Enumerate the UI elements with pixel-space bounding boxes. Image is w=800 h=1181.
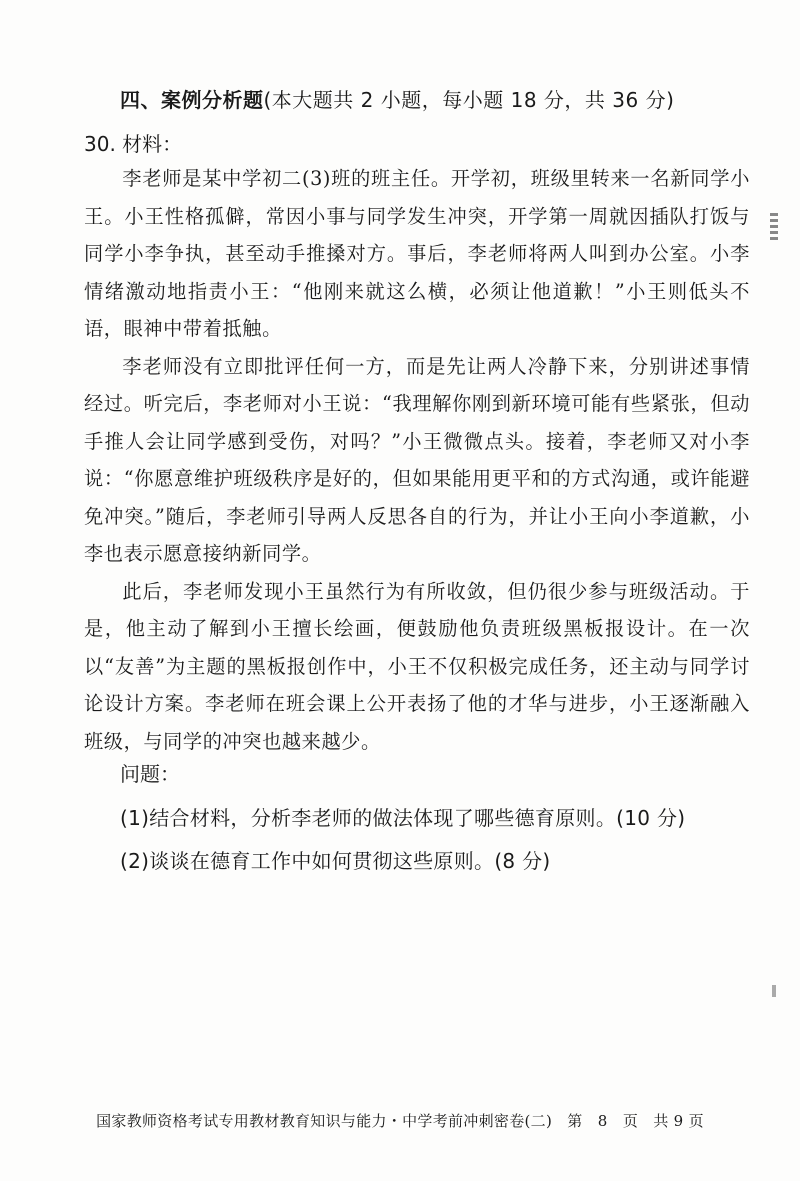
scan-speck-icon (772, 985, 776, 997)
footer-total-pages: 共 9 页 (653, 1112, 704, 1130)
page-footer (0, 1110, 800, 1131)
question-item-2: (2)谈谈在德育工作中如何贯彻这些原则。(8 分) (120, 849, 551, 873)
questions-label: 问题： (120, 762, 180, 786)
question-number: 30. 材料： (84, 132, 183, 156)
section-title-bold: 四、案例分析题 (120, 88, 264, 112)
material-text (84, 160, 750, 760)
section-title (120, 84, 674, 113)
material-paragraph-2: 李老师没有立即批评任何一方，而是先让两人冷静下来，分别讲述事情经过。听完后，李老师对小王说：“我理解你刚到新环境可能有些紧张，但动手推人会让同学感到受伤，对吗？”小王微微点头。接着，李老师又对小李说：“你愿意维护班级秩序是好的，但如果能用更平和的方式沟通，或许能避免冲突。”随后，李老师引导两人反思各自的行为，并让小王向小李道歉，小李也表示愿意接纳新同学。 (84, 354, 750, 565)
section-title-rest: (本大题共 2 小题，每小题 18 分，共 36 分) (263, 88, 675, 112)
footer-page-number: 第 8 页 (567, 1112, 639, 1130)
footer-book-title: 国家教师资格考试专用教材教育知识与能力・中学考前冲刺密卷(二) (96, 1112, 553, 1130)
material-paragraph-1: 李老师是某中学初二(3)班的班主任。开学初，班级里转来一名新同学小王。小王性格孤僻，常因小事与同学发生冲突，开学第一周就因插队打饭与同学小李争执，甚至动手推搡对方。事后，李老师将两人叫到办公室。小李情绪激动地指责小王：“他刚来就这么横，必须让他道歉！”小王则低头不语，眼神中带着抵触。 (84, 167, 750, 340)
material-paragraph-3: 此后，李老师发现小王虽然行为有所收敛，但仍很少参与班级活动。于是，他主动了解到小王擅长绘画，便鼓励他负责班级黑板报设计。在一次以“友善”为主题的黑板报创作中，小王不仅积极完成任务，还主动与同学讨论设计方案。李老师在班会课上公开表扬了他的才华与进步，小王逐渐融入班级，与同学的冲突也越来越少。 (84, 579, 750, 753)
scan-mark-icon (770, 213, 778, 243)
question-item-1: (1)结合材料，分析李老师的做法体现了哪些德育原则。(10 分) (120, 806, 686, 830)
